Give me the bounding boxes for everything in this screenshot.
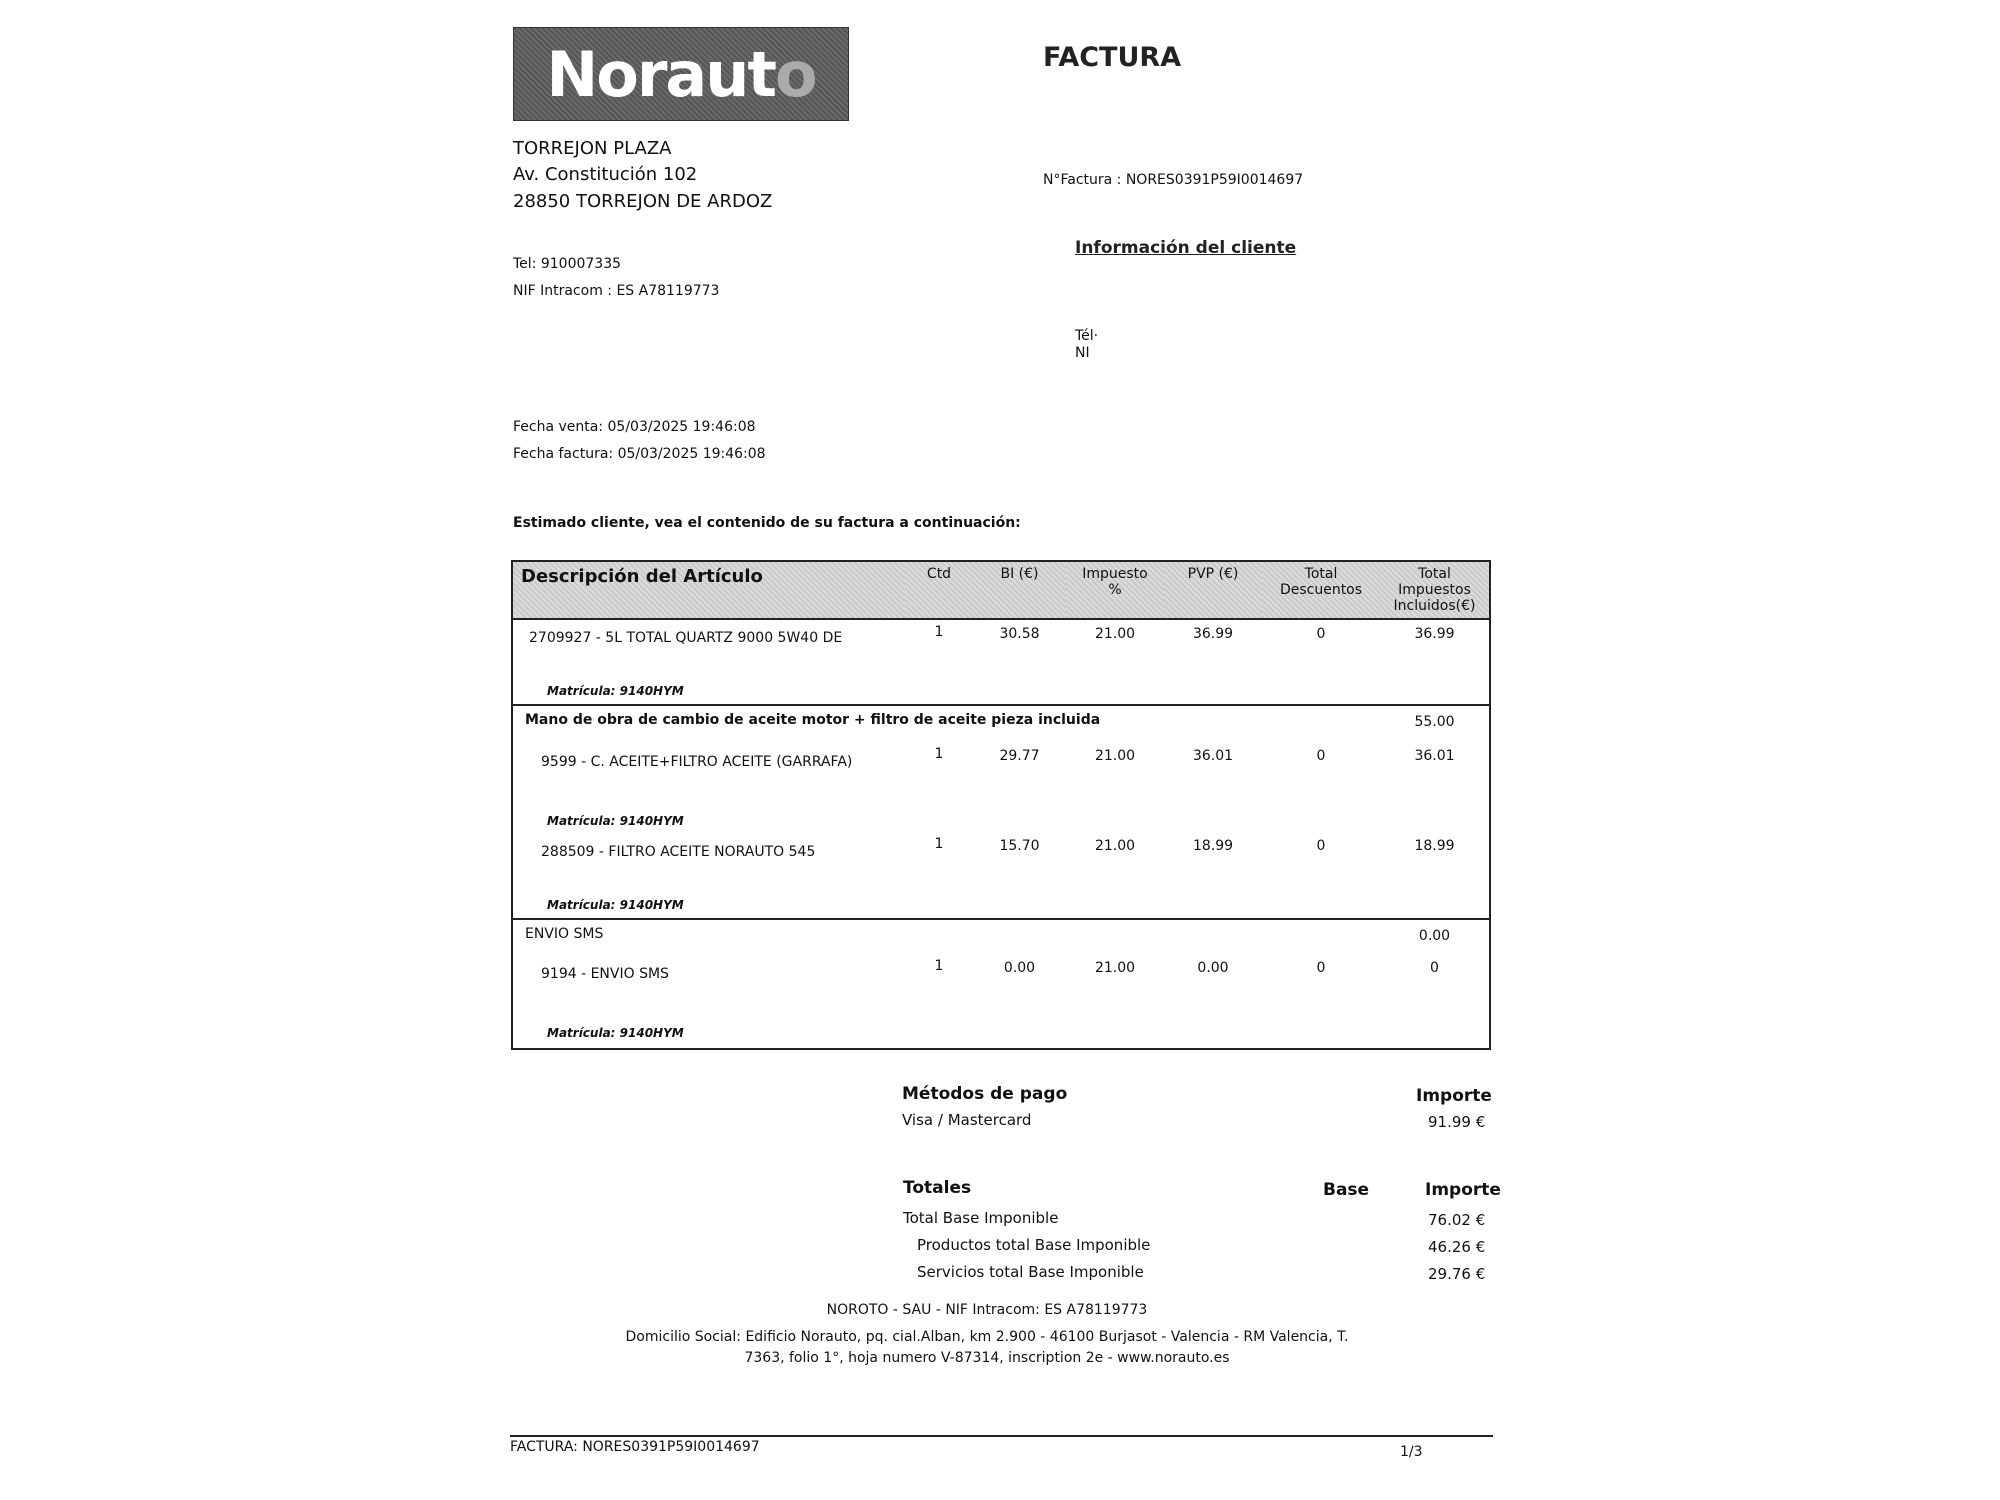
client-info-heading: Información del cliente — [1075, 238, 1297, 258]
services-base-label: Servicios total Base Imponible — [917, 1263, 1144, 1281]
logo-accent-letter: o — [775, 37, 816, 111]
legal-line2: Domicilio Social: Edificio Norauto, pq. cial.Alban, km 2.900 - 46100 Burjasot - Valencia - RM Valencia, T. — [625, 1329, 1349, 1345]
item-pvp: 0.00 — [1197, 960, 1229, 976]
legal-line1: NOROTO - SAU - NIF Intracom: ES A78119773 — [826, 1302, 1148, 1318]
col-pvp: PVP (€) — [1164, 561, 1262, 619]
item-pvp: 36.01 — [1192, 748, 1234, 764]
payment-amount: 91.99 € — [1428, 1113, 1486, 1131]
item-qty: 1 — [934, 624, 944, 640]
item-bi: 30.58 — [999, 626, 1040, 642]
footer-divider — [510, 1435, 1493, 1437]
totals-base-heading: Base — [1323, 1180, 1370, 1200]
total-base-label: Total Base Imponible — [903, 1209, 1059, 1227]
col-qty: Ctd — [905, 561, 973, 619]
table-row — [512, 732, 1490, 812]
col-total: Total Impuestos Incluidos(€) — [1380, 561, 1490, 619]
item-bi: 15.70 — [999, 838, 1040, 854]
table-row — [512, 619, 1490, 682]
table-row — [512, 946, 1490, 1024]
plate-label: Matrícula: 9140HYM — [547, 684, 684, 698]
item-total: 36.99 — [1414, 626, 1455, 642]
item-total: 0 — [1430, 960, 1439, 976]
item-bi: 29.77 — [999, 748, 1040, 764]
plate-row — [512, 812, 1490, 834]
item-tax: 21.00 — [1094, 960, 1136, 976]
group-total: 55.00 — [1380, 705, 1490, 732]
total-base-amount: 76.02 € — [1428, 1211, 1486, 1229]
group-header-row — [512, 919, 1490, 946]
totals-amount-heading: Importe — [1425, 1180, 1501, 1200]
group-title: ENVIO SMS — [512, 919, 1380, 946]
col-bi: BI (€) — [973, 561, 1066, 619]
store-tel: Tel: 910007335 — [513, 256, 622, 272]
item-description: 2709927 - 5L TOTAL QUARTZ 9000 5W40 DE — [529, 630, 843, 646]
item-discount: 0 — [1316, 626, 1326, 642]
plate-label: Matrícula: 9140HYM — [547, 1026, 684, 1040]
item-description: 9194 - ENVIO SMS — [541, 966, 669, 982]
item-qty: 1 — [934, 958, 944, 974]
table-header-row — [512, 561, 1490, 619]
group-title: Mano de obra de cambio de aceite motor + filtro de aceite pieza incluida — [512, 705, 1380, 732]
store-nif: NIF Intracom : ES A78119773 — [513, 283, 720, 299]
legal-line3: 7363, folio 1°, hoja numero V-87314, inscription 2e - www.norauto.es — [744, 1350, 1230, 1366]
item-total: 36.01 — [1414, 748, 1455, 764]
group-total: 0.00 — [1380, 919, 1490, 946]
item-qty: 1 — [934, 746, 944, 762]
item-tax: 21.00 — [1094, 838, 1136, 854]
item-tax: 21.00 — [1094, 626, 1136, 642]
col-tax: Impuesto % — [1066, 561, 1164, 619]
payment-method: Visa / Mastercard — [902, 1111, 1032, 1129]
items-table — [511, 560, 1491, 1050]
item-total: 18.99 — [1414, 838, 1455, 854]
item-qty: 1 — [934, 836, 944, 852]
totals-heading: Totales — [903, 1178, 972, 1198]
store-name: TORREJON PLAZA — [513, 138, 672, 159]
page-number: 1/3 — [1400, 1444, 1423, 1460]
plate-label: Matrícula: 9140HYM — [547, 814, 684, 828]
col-discounts: Total Descuentos — [1262, 561, 1380, 619]
plate-row — [512, 682, 1490, 705]
sale-date: Fecha venta: 05/03/2025 19:46:08 — [513, 419, 756, 435]
norauto-logo — [513, 27, 849, 121]
logo-text: Norauto — [546, 37, 816, 111]
payment-heading: Métodos de pago — [902, 1084, 1068, 1104]
item-discount: 0 — [1316, 838, 1326, 854]
products-base-amount: 46.26 € — [1428, 1238, 1486, 1256]
store-address-line1: Av. Constitución 102 — [513, 164, 698, 185]
item-tax: 21.00 — [1094, 748, 1136, 764]
table-row — [512, 834, 1490, 896]
services-base-amount: 29.76 € — [1428, 1265, 1486, 1283]
item-description: 288509 - FILTRO ACEITE NORAUTO 545 — [541, 844, 816, 860]
store-address-line2: 28850 TORREJON DE ARDOZ — [513, 191, 773, 212]
invoice-date: Fecha factura: 05/03/2025 19:46:08 — [513, 446, 766, 462]
item-discount: 0 — [1316, 960, 1326, 976]
products-base-label: Productos total Base Imponible — [917, 1236, 1151, 1254]
payment-amount-heading: Importe — [1416, 1086, 1492, 1106]
footer-invoice-ref: FACTURA: NORES0391P59I0014697 — [510, 1439, 760, 1455]
invoice-number: N°Factura : NORES0391P59I0014697 — [1043, 172, 1304, 188]
client-tel: Tél· — [1075, 328, 1099, 344]
intro-text: Estimado cliente, vea el contenido de su factura a continuación: — [513, 515, 1021, 531]
col-description: Descripción del Artículo — [512, 561, 905, 619]
plate-row — [512, 1024, 1490, 1049]
client-nif: NI — [1075, 345, 1090, 361]
item-discount: 0 — [1316, 748, 1326, 764]
group-header-row — [512, 705, 1490, 732]
item-pvp: 18.99 — [1192, 838, 1234, 854]
item-bi: 0.00 — [1003, 960, 1036, 976]
item-description: 9599 - C. ACEITE+FILTRO ACEITE (GARRAFA) — [541, 754, 853, 770]
document-title: FACTURA — [1043, 42, 1182, 73]
plate-row — [512, 896, 1490, 919]
plate-label: Matrícula: 9140HYM — [547, 898, 684, 912]
item-pvp: 36.99 — [1192, 626, 1234, 642]
